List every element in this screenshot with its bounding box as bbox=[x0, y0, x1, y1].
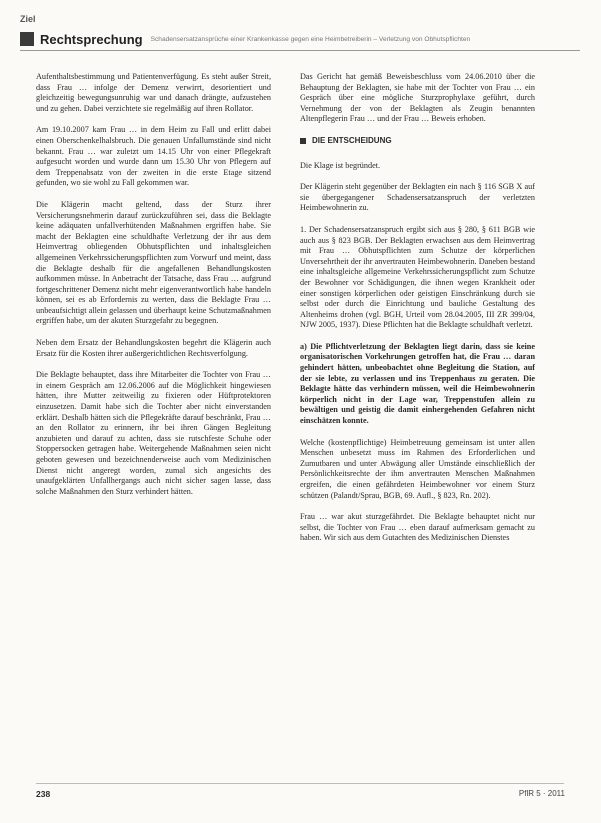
page-subtitle: Schadensersatzansprüche einer Krankenkasse gegen eine Heimbetreiberin – Verletzung von Obhutspflichten bbox=[150, 35, 471, 43]
right-bold-paragraph: a) Die Pflichtverletzung der Beklagten liegt darin, dass sie keine organisatorischen Vorkehrungen getroffen hat, die Frau … daran gehindert hätten, unbeobachtet ohne Begleitung die Station, auf der sie lebte, zu verlassen und ins Treppenhaus zu geraten. Die Beklagte hätte das verhindern müssen, weil die Heimbewohnerin körperlich nicht in der Lage war, Treppenstufen allein zu bewältigen und geistig die damit einhergehenden Gefahren nicht einschätzen konnte. bbox=[300, 341, 535, 426]
page-title: Rechtsprechung bbox=[40, 31, 143, 47]
journal-issue: PflR 5 · 2011 bbox=[518, 789, 565, 798]
right-column bbox=[300, 72, 535, 555]
left-paragraph: Die Klägerin macht geltend, dass der Sturz ihrer Versicherungsnehmerin darauf zurückzuführen sei, dass die Beklagte keine adäquaten unfallverhütenden Maßnahmen ergriffen habe. Sie macht der Beklagten eine schuldhafte Verletzung der ihr aus dem Heimvertrag obliegenden Obhutspflichten und inhaltsgleichen allgemeinen Verkehrssicherungspflichten zum Vorwurf und meint, dass die Beklagte deshalb für die angefallenen Behandlungskosten aufkommen müsse. In Anbetracht der Tatsache, dass Frau … aufgrund fortgeschrittener Demenz nicht mehr eigenverantwortlich habe handeln können, sei es ab Erfordernis zu werten, dass die Beklagte Frau … unbeaufsichtigt allein gelassen und überhaupt keine Schutzmaßnahmen ergriffen habe, um der akuten Sturzgefahr zu begegnen. bbox=[36, 199, 271, 326]
header-bar bbox=[20, 30, 580, 48]
publisher-brand: Ziel bbox=[20, 14, 36, 24]
right-paragraph: Der Klägerin steht gegenüber der Beklagten ein nach § 116 SGB X auf sie übergegangener Schadensersatzanspruch der verletzten Heimbewohnerin zu. bbox=[300, 182, 535, 213]
left-paragraph: Aufenthaltsbestimmung und Patientenverfügung. Es steht außer Streit, dass Frau … infolge der Demenz verwirrt, desorientiert und gleichzeitig bewegungsunruhig war und danach drängte, aufzustehen und zu gehen. Dabei verzichtete sie regelmäßig auf ihren Rollator. bbox=[36, 72, 271, 113]
section-heading-text: DIE ENTSCHEIDUNG bbox=[312, 135, 392, 145]
right-paragraph: Frau … war akut sturzgefährdet. Die Beklagte behauptet nicht nur selbst, die Tochter von Frau … eben darauf aufmerksam gemacht zu haben. Wir sich aus dem Gutachten des Medizinischen Dienstes bbox=[300, 512, 535, 543]
heading-square-icon bbox=[300, 138, 306, 144]
left-paragraph: Die Beklagte behauptet, dass ihre Mitarbeiter die Tochter von Frau … in einem Gespräch am 12.06.2006 auf die Möglichkeit hingewiesen hätten, ihre Mutter zeitweilig zu fixieren oder Hüftprotektoren einzusetzen. Damit habe sich die Tochter aber nicht einverstanden erklärt. Deshalb hätten sich die Pflegekräfte darauf beschränkt, Frau … an den Rollator zu erinnern, ihr bei ihren Gängen Begleitung anzubieten und darauf zu achten, dass sie rutschfeste Schuhe oder Stoppersocken getragen habe. Weitergehende Maßnahmen seien nicht geboten gewesen und bezeichnenderweise auch vom Medizinischen Dienst nicht angeregt worden, zumal sich angesichts des unaufgeklärten Unfallhergangs auch nicht sicher sagen lasse, dass solche Maßnahmen den Sturz verhindert hätten. bbox=[36, 370, 271, 496]
right-intro-paragraph: Das Gericht hat gemäß Beweisbeschluss vom 24.06.2010 über die Behauptung der Beklagten, sie habe mit der Tochter von Frau … ein Gespräch über eine mögliche Sturzprophylaxe geführt, durch Vernehmung der von der Beklagten als Zeugin benannten Altenpflegerin Frau … und der Frau … Beweis erhoben. bbox=[300, 72, 535, 124]
header-divider bbox=[20, 50, 580, 51]
right-paragraph: Die Klage ist begründet. bbox=[300, 160, 381, 170]
section-marker-icon bbox=[20, 32, 34, 46]
page-number: 238 bbox=[36, 789, 51, 799]
footer-divider bbox=[36, 783, 564, 784]
left-column bbox=[36, 72, 271, 508]
left-paragraph: Am 19.10.2007 kam Frau … in dem Heim zu Fall und erlitt dabei einen Oberschenkelhalsbruch. Die genauen Unfallumstände sind nicht bekannt. Frau … war zuletzt um 14.15 Uhr von einer Pflegekraft aufgesucht worden und wurde dann um 15.30 Uhr von Pflegern auf dem Treppenabsatz von der zweiten in die erste Etage sitzend gefunden, wo sie wohl zu Fall gekommen war. bbox=[36, 125, 271, 188]
left-paragraph: Neben dem Ersatz der Behandlungskosten begehrt die Klägerin auch Ersatz für die Kosten ihrer außergerichtlichen Rechtsverfolgung. bbox=[36, 338, 271, 358]
right-paragraph: Welche (kostenpflichtige) Heimbetreuung gemeinsam ist unter allen Menschen unbesetzt muss im Rahmen des Erforderlichen und Zumutbaren und unter Abwägung aller Umstände einschließlich der Persönlichkeitsrechte der ihm anvertrauten Menschen Maßnahmen ergreifen, die einen gefährdeten Heimbewohner vor einem Sturz schützen (Palandt/Sprau, BGB, 69. Aufl., § 823, Rn. 202). bbox=[300, 437, 535, 500]
section-heading bbox=[300, 136, 535, 147]
right-paragraph: 1. Der Schadensersatzanspruch ergibt sich aus § 280, § 611 BGB wie auch aus § 823 BGB. Der Beklagten erwachsen aus dem Heimvertrag mit Frau … Obhutspflichten zum Schutze der körperlichen Unversehrtheit der ihr anvertrauten Heimbewohnerin. Daneben bestand eine inhaltsgleiche allgemeine Verkehrssicherungspflicht zum Schutze der Bewohner vor Schädigungen, die ihnen wegen Krankheit oder einer sonstigen körperlichen oder geistigen Einschränkung durch sie selbst oder durch die Einrichtung und bauliche Gestaltung des Altenheims drohen (vgl. BGH, Urteil vom 28.04.2005, III ZR 399/04, NJW 2005, 1937). Diese Pflichten hat die Beklagte schuldhaft verletzt. bbox=[300, 224, 535, 330]
